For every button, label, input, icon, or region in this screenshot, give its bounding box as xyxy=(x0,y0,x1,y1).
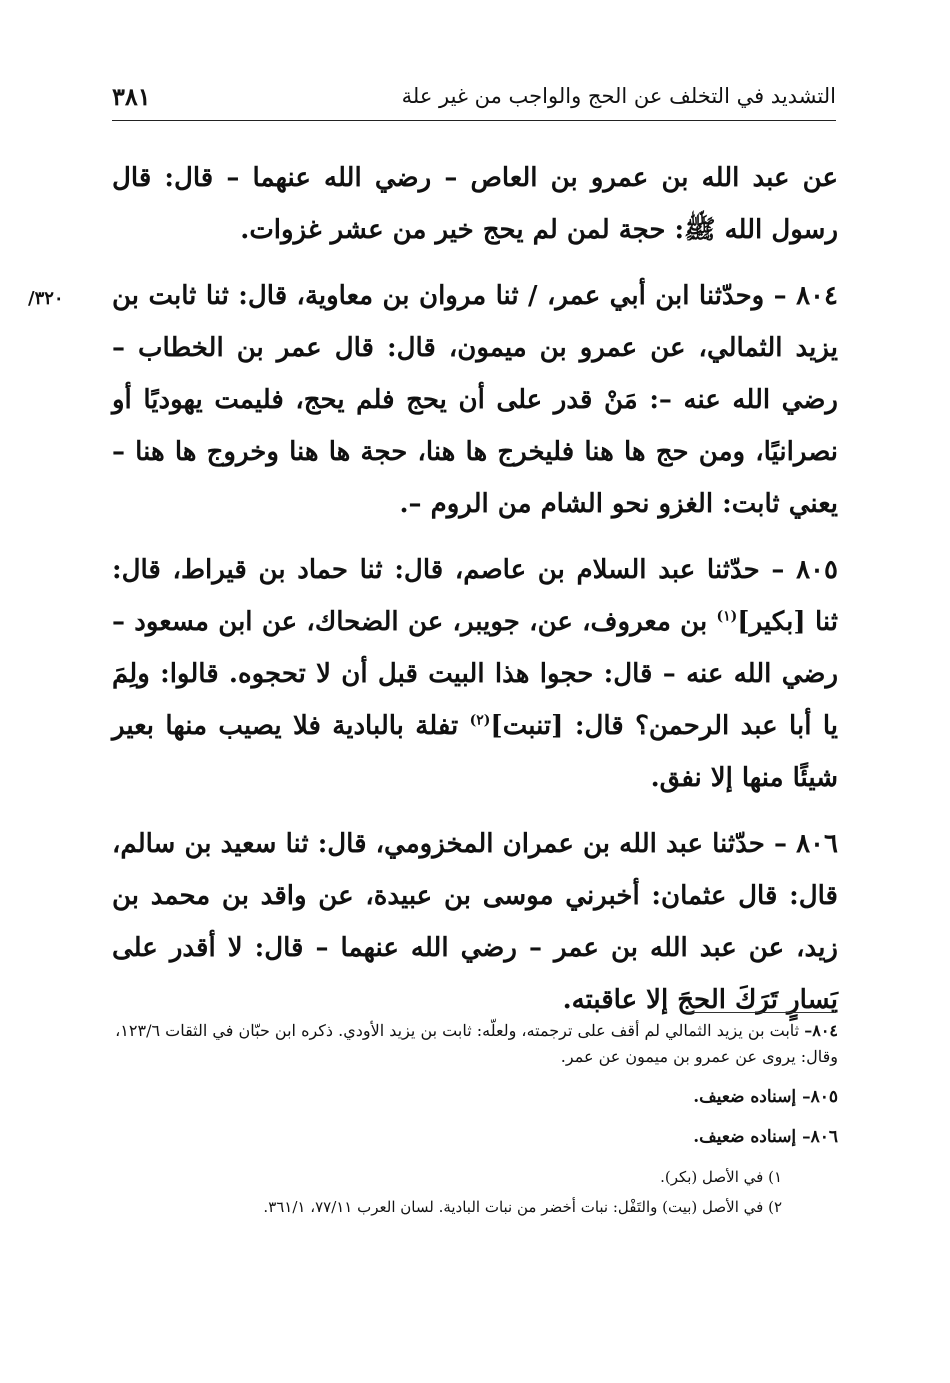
footnote-804-text: ثابت بن يزيد الثمالي لم أقف على ترجمته، ولعلّه: ثابت بن يزيد الأودي. ذكره ابن حبّان في الثقات ١٢٣/٦، وقال: يروى عن عمرو بن ميمون عن عمر. xyxy=(115,1021,838,1066)
paragraph-continued: عن عبد الله بن عمرو بن العاص – رضي الله عنهما – قال: قال رسول الله ﷺ: حجة لمن لم يحج خير من عشر غزوات. xyxy=(112,163,838,245)
footnote-804 xyxy=(112,1018,838,1070)
footnote-805 xyxy=(112,1084,838,1110)
footnote-805-text: إسناده ضعيف. xyxy=(693,1087,797,1107)
paragraph-805-part-c: تفلة بالبادية فلا يصيب منها بعير شيئًا منها إلا نفق. xyxy=(112,711,838,793)
footnote-804-label: ٨٠٤– xyxy=(804,1021,838,1040)
paragraph-805-part-b: بن معروف، عن، جويبر، عن الضحاك، عن ابن مسعود – رضي الله عنه – قال: حجوا هذا البيت قبل أن لا تحجوه. قالوا: ولِمَ يا أبا عبد الرحمن؟ قال: [تنبت] xyxy=(112,607,838,741)
footnote-ref-1[interactable]: (١) xyxy=(716,608,738,625)
paragraph-805-part-a: ٨٠٥ – حدّثنا عبد السلام بن عاصم، قال: ثنا حماد بن قيراط، قال: ثنا [بكير] xyxy=(112,555,838,637)
note-1: ١) في الأصل (بكر). xyxy=(660,1168,782,1186)
note-2: ٢) في الأصل (بيت) والتَفْل: نبات أخضر من نبات البادية. لسان العرب ٧٧/١١، ٣٦١/١. xyxy=(263,1198,782,1216)
footnotes xyxy=(112,1018,838,1224)
header-title: التشديد في التخلف عن الحج والواجب من غير علة xyxy=(401,84,836,108)
paragraph-804: ٨٠٤ – وحدّثنا ابن أبي عمر، / ثنا مروان بن معاوية، قال: ثنا ثابت بن يزيد الثمالي، عن عمرو بن ميمون، قال: قال عمر بن الخطاب – رضي الله عنه –: مَنْ قدر على أن يحج فلم يحج، فليمت يهوديًا أو نصرانيًا، ومن حج ها هنا فليخرج ها هنا، حجة ها هنا وخروج ها هنا – يعني ثابت: الغزو نحو الشام من الروم –. xyxy=(112,281,838,519)
footnote-805-label: ٨٠٥– xyxy=(802,1087,838,1107)
page-number: ٣٨١ xyxy=(112,82,151,111)
main-text xyxy=(112,152,838,1040)
paragraph-806: ٨٠٦ – حدّثنا عبد الله بن عمران المخزومي، قال: ثنا سعيد بن سالم، قال: قال عثمان: أخبرني موسى بن عبيدة، عن واقد بن محمد بن زيد، عن عبد الله بن عمر – رضي الله عنهما – قال: لا أقدر على يَسارٍ تَرَكَ الحجَ إلا عاقبته. xyxy=(112,829,838,1015)
footnote-ref-2[interactable]: (٢) xyxy=(469,712,491,729)
footnote-806-label: ٨٠٦– xyxy=(802,1127,838,1147)
paragraph-805 xyxy=(112,544,838,804)
header-rule xyxy=(112,120,836,121)
margin-page-reference: ٣٢٠/ xyxy=(28,288,64,309)
footnote-rule xyxy=(686,1012,836,1013)
running-header xyxy=(112,80,836,116)
footnote-806 xyxy=(112,1124,838,1150)
footnote-806-text: إسناده ضعيف. xyxy=(693,1127,797,1147)
